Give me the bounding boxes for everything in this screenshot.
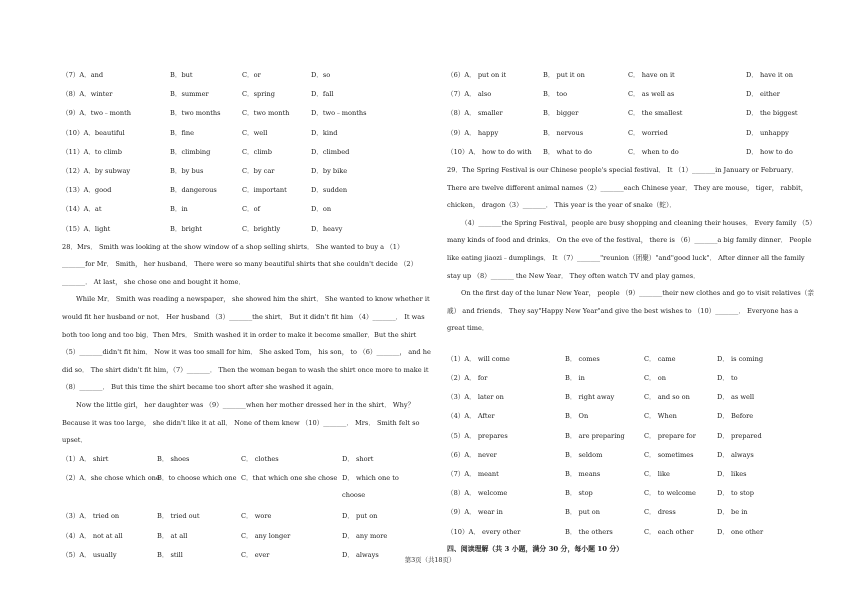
option-b: B．to choose which one <box>157 474 237 482</box>
option-row <box>447 369 817 388</box>
option-b: B．dangerous <box>170 186 217 195</box>
option-c: C． When <box>644 412 677 421</box>
option-d: D．kind <box>311 128 338 137</box>
option-c: C．important <box>242 186 287 195</box>
option-a: （6）A． never <box>447 450 497 459</box>
option-d: D．climbed <box>311 147 350 156</box>
option-c: C．climb <box>242 147 273 156</box>
option-row <box>447 66 817 85</box>
option-c: C． wore <box>241 512 272 521</box>
option-a: （3）A． later on <box>447 393 504 402</box>
option-c: C． have on it <box>628 71 675 79</box>
option-c: C． ever <box>241 550 270 559</box>
option-c: C． the smallest <box>628 109 683 118</box>
passage-28-para-2: While Mr． Smith was reading a newspaper， she showed him the shirt． She wanted to know whether it would fit her husband or not． Her husband （3）_______the shirt． But it didn't fit him （4）_______． It was both too long and too big．Then Mrs． Smith washed it in order to make it become smaller．But the shirt （5）_______didn't fit him． Now it was too small for him． She asked Tom， his son， to （6）_______， and he did so． The shirt didn't fit him，（7）_______． Then the woman began to wash the shirt once more to make it（8）_______． But this time the shirt became too short after she washed it again． <box>62 295 431 392</box>
option-row <box>447 465 817 484</box>
option-a: （9）A．two﹣month <box>62 109 131 118</box>
option-a: （9）A． wear in <box>447 508 503 517</box>
option-a: （12）A．by subway <box>62 166 131 175</box>
option-a: （8）A． smaller <box>447 109 503 118</box>
option-c: C． dress <box>644 508 676 517</box>
option-row <box>447 407 817 426</box>
left-option-rows-bottom <box>62 450 432 565</box>
option-row <box>447 446 817 465</box>
option-row <box>62 200 432 219</box>
passage-29-para-2: （4）_______the Spring Festival，people are busy shopping and cleaning their houses． Every family （5） many kinds of food and drinks． On the eve of the festival， there is （6）_______a big family dinner． People like eating jiaozi﹣dumplings． It （7）_______"reunion（团聚）"and"good luck"． After dinner all the family stay up （8）_______ the New Year． They often watch TV and play games． <box>447 218 816 280</box>
option-d: D．by bike <box>311 166 348 175</box>
option-a: （5）A． usually <box>62 550 117 559</box>
option-c: C．spring <box>242 90 275 99</box>
option-row <box>62 181 432 200</box>
option-d: D． Before <box>717 412 754 421</box>
option-row <box>447 124 817 143</box>
option-a: （4）A． not at all <box>62 531 123 540</box>
option-d: D．on <box>311 205 332 214</box>
option-a: （1）A． shirt <box>62 454 109 463</box>
passage-29-para-3: On the first day of the lunar New Year， people （9）_______their new clothes and go to visit relatives（亲戚） and friends． They say"Happy New Year"and give the best wishes to （10）_______． Everyone has a great time． <box>447 289 814 333</box>
option-b: B． at all <box>157 531 188 540</box>
option-d: D． prepared <box>717 431 762 440</box>
option-a: （3）A． tried on <box>62 512 120 521</box>
option-a: （7）A．and <box>62 71 104 79</box>
option-d: D． have it on <box>746 71 793 79</box>
option-c: C．brightly <box>242 224 281 233</box>
passage-28-para-1: 28．Mrs． Smith was looking at the show window of a shop selling shirts． She wanted to buy a （1）_______for Mr． Smith， her husband． There were so many beautiful shirts that she couldn't decide （2）_______． At last， she chose one and bought it home． <box>62 242 418 286</box>
option-c: C． sometimes <box>644 450 694 459</box>
option-b: B． comes <box>565 354 600 363</box>
option-a: （9）A． happy <box>447 128 499 137</box>
option-row <box>447 427 817 446</box>
option-row <box>447 503 817 522</box>
passage-28 <box>62 239 432 450</box>
option-d: D． as well <box>717 393 755 402</box>
option-d: D．fall <box>311 90 334 99</box>
left-column <box>62 66 432 565</box>
option-d: D．two﹣months <box>311 109 367 118</box>
option-d: D． always <box>342 550 379 559</box>
option-row <box>62 143 432 162</box>
option-row <box>62 469 432 488</box>
option-d: D．sudden <box>311 186 348 195</box>
option-row <box>62 450 432 469</box>
option-c: C．or <box>242 71 261 79</box>
option-row <box>447 85 817 104</box>
option-row <box>62 104 432 123</box>
option-c: C． came <box>644 354 676 363</box>
option-b: B． too <box>543 90 568 99</box>
option-a: （1）A． will come <box>447 354 510 363</box>
option-b: B．climbing <box>170 147 211 156</box>
option-d: D． the biggest <box>746 109 798 118</box>
option-d-continued: choose <box>342 491 366 500</box>
option-b: B．by bus <box>170 166 204 175</box>
option-row-continuation <box>62 488 432 507</box>
option-a: （10）A． every other <box>447 527 521 536</box>
option-d: D． which one to <box>342 474 399 482</box>
right-option-rows-top <box>447 66 817 162</box>
option-c: C． any longer <box>241 531 291 540</box>
option-c: C．of <box>242 205 261 214</box>
option-b: B． are preparing <box>565 431 625 440</box>
option-row <box>62 85 432 104</box>
option-c: C． as well as <box>628 90 675 99</box>
option-d: D． how to do <box>746 147 793 156</box>
passage-28-para-3: Now the little girl， her daughter was （9）_______when her mother dressed her in the shirt． Why？ Because it was too large， she didn't like it at all． None of them knew （10）_______． Mrs． Smith felt so upset． <box>62 401 420 445</box>
option-b: B． tried out <box>157 512 200 521</box>
option-c: C．by car <box>242 166 275 175</box>
option-b: B． the others <box>565 527 613 536</box>
option-b: B． put on <box>565 508 600 517</box>
option-b: B． means <box>565 470 601 478</box>
option-b: B． stop <box>565 489 593 498</box>
passage-29-para-1: 29．The Spring Festival is our Chinese people's special festival． It （1）_______in January or February． There are twelve different animal names（2）_______each Chinese year． They are mouse， tiger， rabbit， chicken， dragon（3）_______． This year is the year of snake（蛇）． <box>447 165 808 210</box>
option-a: （10）A． how to do with <box>447 147 532 156</box>
option-b: B．bright <box>170 224 203 233</box>
option-d: D． is coming <box>717 354 764 363</box>
option-row <box>62 162 432 181</box>
option-row <box>447 143 817 162</box>
page-footer: 第3页（共18页） <box>404 556 456 564</box>
option-d: D． one other <box>717 527 764 536</box>
option-a: （8）A． welcome <box>447 489 508 498</box>
spacer <box>447 338 817 350</box>
option-row <box>62 220 432 239</box>
option-c: C． when to do <box>628 147 679 156</box>
option-row <box>62 507 432 526</box>
option-c: C． on <box>644 374 666 383</box>
option-a: （15）A．light <box>62 224 111 233</box>
option-a: （8）A．winter <box>62 90 113 99</box>
option-d: D． unhappy <box>746 128 789 137</box>
option-b: B． nervous <box>543 128 584 137</box>
option-c: C． each other <box>644 527 694 536</box>
option-b: B． what to do <box>543 147 593 156</box>
option-c: C． prepare for <box>644 431 696 440</box>
option-b: B． seldom <box>565 450 603 459</box>
option-d: D． either <box>746 90 780 99</box>
option-row <box>62 124 432 143</box>
option-a: （5）A． prepares <box>447 431 508 440</box>
option-d: D．heavy <box>311 224 343 233</box>
right-option-rows-bottom <box>447 350 817 542</box>
option-row <box>447 523 817 542</box>
option-a: （11）A．to climb <box>62 147 123 156</box>
option-a: （6）A． put on it <box>447 71 507 79</box>
option-a: （2）A． for <box>447 374 488 383</box>
option-c: C． to welcome <box>644 489 696 498</box>
option-b: B． shoes <box>157 454 190 463</box>
option-c: C． worried <box>628 128 668 137</box>
option-b: B． On <box>565 412 589 421</box>
option-d: D． short <box>342 454 374 463</box>
option-d: D． always <box>717 450 754 459</box>
option-c: C． and so on <box>644 393 690 402</box>
option-b: B．summer <box>170 90 209 99</box>
option-b: B．two months <box>170 109 221 118</box>
section-heading: 四、阅读理解（共 3 小题，满分 30 分，每小题 10 分） <box>447 544 624 553</box>
option-d: D． likes <box>717 470 747 478</box>
option-c: C．that which one she chose <box>241 474 338 482</box>
option-row <box>447 104 817 123</box>
option-d: D． put on <box>342 512 378 521</box>
option-row <box>62 66 432 85</box>
right-column <box>447 66 817 553</box>
left-option-rows-top <box>62 66 432 239</box>
option-d: D． to <box>717 374 738 383</box>
option-b: B．fine <box>170 128 194 137</box>
option-c: C．two month <box>242 109 290 118</box>
option-b: B． right away <box>565 393 615 402</box>
option-b: B． still <box>157 550 183 559</box>
option-b: B． put it on <box>543 71 585 79</box>
option-d: D． be in <box>717 508 748 517</box>
option-b: B． bigger <box>543 109 579 118</box>
option-b: B． in <box>565 374 585 383</box>
option-a: （10）A．beautiful <box>62 128 125 137</box>
option-b: B．but <box>170 71 193 79</box>
option-c: C． like <box>644 470 670 478</box>
option-b: B．in <box>170 205 188 214</box>
option-a: （13）A．good <box>62 186 112 195</box>
option-c: C．well <box>242 128 268 137</box>
option-a: （2）A．she chose which one <box>62 474 160 482</box>
option-row <box>447 484 817 503</box>
option-d: D． to stop <box>717 489 754 498</box>
option-row <box>62 527 432 546</box>
option-a: （7）A． meant <box>447 470 499 478</box>
option-c: C． clothes <box>241 454 279 463</box>
option-a: （14）A．at <box>62 205 102 214</box>
option-row <box>447 350 817 369</box>
option-d: D． any more <box>342 531 388 540</box>
passage-29 <box>447 162 817 338</box>
option-a: （7）A． also <box>447 90 492 99</box>
option-row <box>447 388 817 407</box>
option-a: （4）A． After <box>447 412 495 421</box>
option-d: D．so <box>311 71 331 79</box>
